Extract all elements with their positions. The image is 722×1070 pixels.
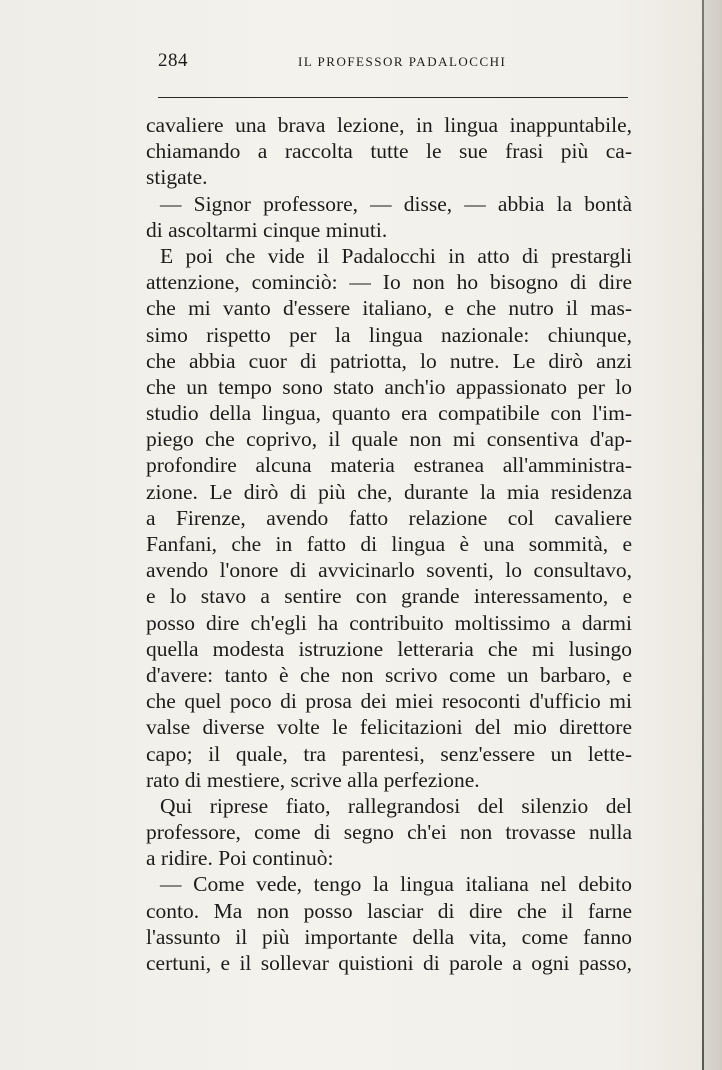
text-line: di ascoltarmi cinque minuti. [146, 217, 388, 242]
text-line: Fanfani, che in fatto di lingua è una sommità, e [146, 532, 632, 556]
text-line: certuni, e il sollevar quistioni di parole a ogni passo, [146, 951, 632, 975]
text-line: cavaliere una brava lezione, in lingua inappuntabile, [146, 113, 632, 137]
text-line: d'avere: tanto è che non scrivo come un barbaro, e [146, 662, 632, 687]
running-title: IL PROFESSOR PADALOCCHI [298, 54, 507, 69]
text-line: e lo stavo a sentire con grande interessamento, e [146, 584, 632, 609]
text-line: che quel poco di prosa dei miei resoconti d'ufficio mi [146, 689, 632, 714]
text-line: chiamando a raccolta tutte le sue frasi più ca- [146, 139, 632, 164]
text-line: conto. Ma non posso lasciar di dire che il farne [146, 898, 632, 923]
body-text [146, 112, 632, 976]
text-line: quella modesta istruzione letteraria che mi lusingo [146, 636, 632, 661]
text-line: zione. Le dirò di più che, durante la mia residenza [146, 479, 632, 504]
text-line: simo rispetto per la lingua nazionale: chiunque, [146, 322, 632, 347]
text-line: rato di mestiere, scrive alla perfezione. [146, 767, 480, 792]
header-rule [158, 97, 628, 98]
text-line: capo; il quale, tra parentesi, senz'essere un lette- [146, 741, 632, 766]
text-line: che un tempo sono stato anch'io appassionato per lo [146, 374, 632, 399]
text-line: — Signor professore, — disse, — abbia la bontà [160, 191, 632, 216]
text-line: a Firenze, avendo fatto relazione col cavaliere [146, 505, 632, 530]
text-line: piego che coprivo, il quale non mi consentiva d'ap- [146, 427, 632, 452]
text-line: Qui riprese fiato, rallegrandosi del silenzio del [160, 793, 632, 818]
text-line: E poi che vide il Padalocchi in atto di prestargli [160, 243, 632, 268]
text-line: professore, come di segno ch'ei non trovasse nulla [146, 820, 632, 845]
binding-edge [702, 0, 704, 1070]
text-line: che abbia cuor di patriotta, lo nutre. Le dirò anzi [146, 348, 632, 373]
text-line: profondire alcuna materia estranea all'amministra- [146, 453, 632, 478]
text-line: stigate. [146, 165, 208, 190]
running-head [158, 50, 628, 80]
text-line: a ridire. Poi continuò: [146, 846, 334, 871]
text-line: valse diverse volte le felicitazioni del mio direttore [146, 715, 632, 740]
text-line: l'assunto il più importante della vita, come fanno [146, 924, 632, 949]
text-line: attenzione, cominciò: — Io non ho bisogno di dire [146, 270, 632, 295]
text-line: che mi vanto d'essere italiano, e che nutro il mas- [146, 296, 632, 321]
page-number: 284 [158, 50, 188, 71]
binding-shadow [704, 0, 722, 1070]
text-line: — Come vede, tengo la lingua italiana nel debito [160, 872, 632, 897]
text-line: posso dire ch'egli ha contribuito moltissimo a darmi [146, 610, 632, 635]
text-line: avendo l'onore di avvicinarlo soventi, lo consultavo, [146, 558, 632, 583]
text-line: studio della lingua, quanto era compatibile con l'im- [146, 401, 632, 426]
